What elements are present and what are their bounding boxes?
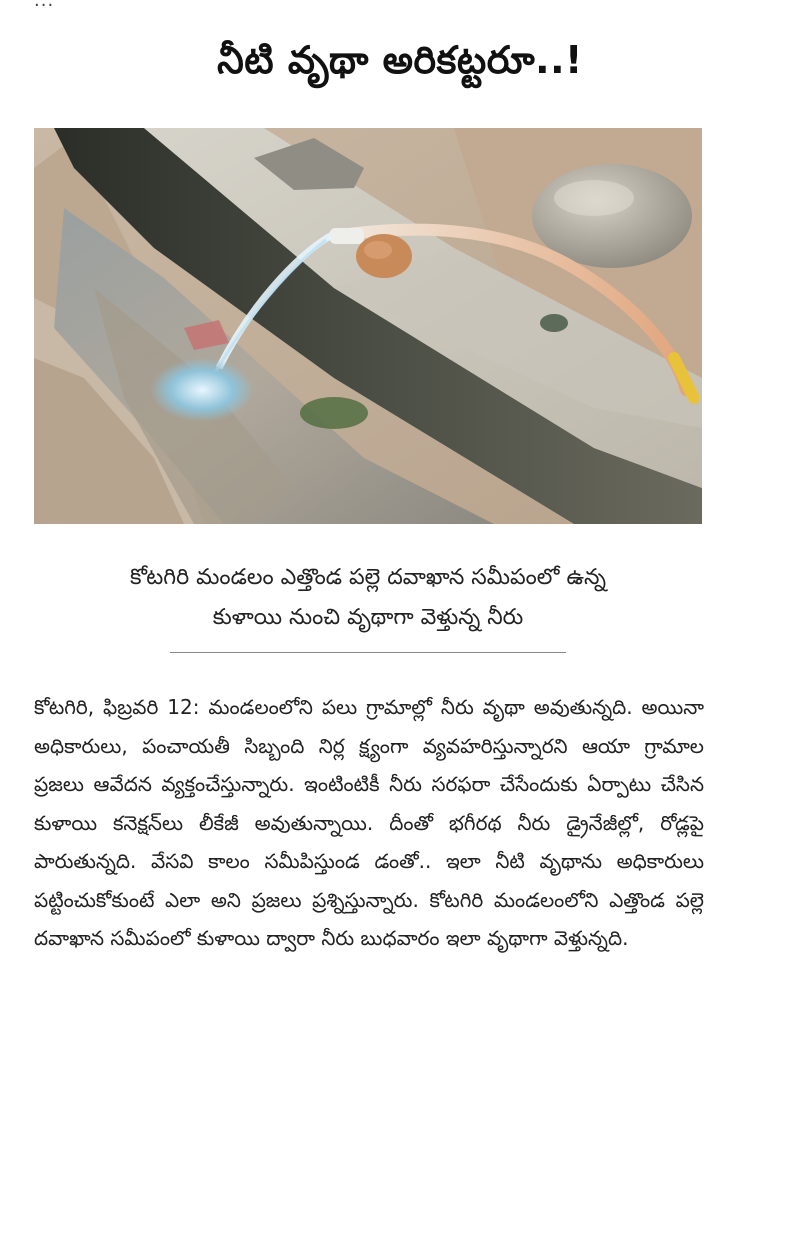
photo-caption (34, 558, 702, 638)
news-photo (34, 128, 702, 524)
headline: నీటి వృథా అరికట్టరూ..! (217, 38, 583, 82)
caption-line-1: కోటగిరి మండలం ఎత్తొండ పల్లె దవాఖాన సమీపంలో ఉన్న (130, 565, 606, 590)
top-fragment: ... (34, 0, 55, 11)
caption-line-2: కుళాయి నుంచి వృథాగా వెళ్తున్న నీరు (212, 605, 524, 630)
caption-divider (170, 652, 566, 653)
article-body: కోటగిరి, ఫిబ్రవరి 12: మండలంలోని పలు గ్రామాల్లో నీరు వృథా అవుతున్నది. అయినా అధికారులు, పంచాయతీ సిబ్బంది నిర్ల క్ష్యంగా వ్యవహరిస్తున్నారని ఆయా గ్రామాల ప్రజలు ఆవేదన వ్యక్తంచేస్తున్నారు. ఇంటింటికీ నీరు సరఫరా చేసేందుకు ఏర్పాటు చేసిన కుళాయి కనెక్షన్‌లు లీకేజీ అవుతున్నాయి. దీంతో భగీరథ నీరు డ్రైనేజీల్లో, రోడ్లపై పారుతున్నది. వేసవి కాలం సమీపిస్తుండ డంతో.. ఇలా నీటి వృథాను అధికారులు పట్టించుకోకుంటే ఎలా అని ప్రజలు ప్రశ్నిస్తున్నారు. కోటగిరి మండలంలోని ఎత్తొండ పల్లె దవాఖాన సమీపంలో కుళాయి ద్వారా నీరు బుధవారం ఇలా వృథాగా వెళ్తున్నది. (34, 695, 704, 950)
